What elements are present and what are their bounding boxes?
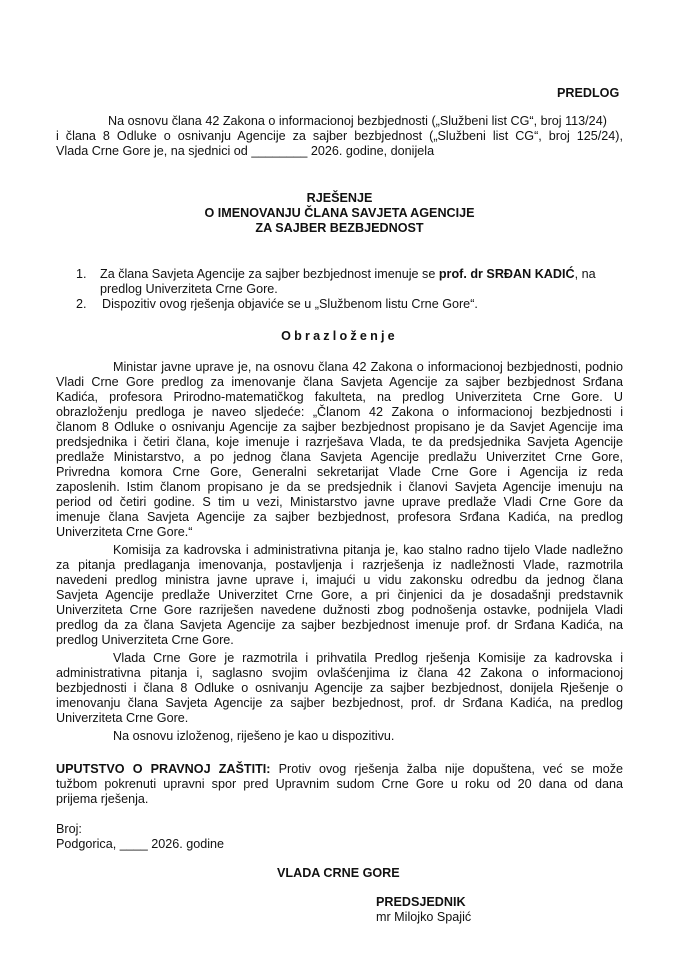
reasoning-line: Na osnovu izloženog, riješeno je kao u dispozitivu. xyxy=(113,729,395,743)
reasoning-line: predlaže Ministarstvo, a po jednog člana Savjeta Agencije predlažu Univerzitet Crne Gore, xyxy=(56,450,623,464)
legal-instruction-line: tužbom pokrenuti upravni spor pred Upravnim sudom Crne Gore u roku od 20 dana od dana xyxy=(56,777,623,791)
legal-instruction-line: prijema rješenja. xyxy=(56,792,149,806)
legal-instruction-line xyxy=(56,762,623,777)
reasoning-line: Univerziteta Crne Gore.“ xyxy=(56,525,193,539)
reasoning-heading: Obrazloženje xyxy=(281,329,398,343)
reasoning-line: Ministar javne uprave je, na osnovu člana 42 Zakona o informacionoj bezbjednosti, podnio xyxy=(113,360,623,374)
preamble-line: Vlada Crne Gore je, na sjednici od ________ 2026. godine, donijela xyxy=(56,144,435,158)
reasoning-line: navedeni predlog ministra javne uprave i, imajući u vidu zakonsku odredbu da jednog člana xyxy=(56,573,623,587)
legal-instruction-label: UPUTSTVO O PRAVNOJ ZAŠTITI: xyxy=(56,762,271,776)
reference-number-label: Broj: xyxy=(56,822,82,836)
reasoning-line: Privredna komora Crne Gore, Generalni sekretarijat Vlade Crne Gore i Agencija iz reda xyxy=(56,465,623,479)
item-text: , na xyxy=(574,267,596,281)
government-name: VLADA CRNE GORE xyxy=(277,866,400,880)
item-text: Za člana Savjeta Agencije za sajber bezbjednost imenuje se xyxy=(100,267,439,281)
item-text: Dispozitiv ovog rješenja objaviće se u „Službenom listu Crne Gore“. xyxy=(102,297,478,311)
reasoning-line: Savjeta Agencije predlaže Univerzitet Crne Gore, a pri činjenici da je dosadašnji predstavnik xyxy=(56,588,623,602)
reasoning-line: imenovanju člana Savjeta Agencije za sajber bezbjednost, prof. dr Srđana Kadića, na predlog xyxy=(56,696,623,710)
reasoning-line: članom 8 Odluke o osnivanju Agencije za sajber bezbjednost propisano je da Savjet Agencije ima xyxy=(56,420,623,434)
reasoning-line: predsjednika i četiri člana, koje imenuje i razrješava Vlada, te da predsjednika Savjeta Agencije xyxy=(56,435,623,449)
reasoning-line: Kadića, profesora Prirodno-matematičkog fakulteta, na predlog Univerziteta Crne Gore. U xyxy=(56,390,623,404)
document-label: PREDLOG xyxy=(557,86,620,100)
document-title: ZA SAJBER BEZBJEDNOST xyxy=(255,221,424,235)
reasoning-line: obrazloženju predloga je naveo sljedeće: „Članom 42 Zakona o informacionoj bezbjednosti i xyxy=(56,405,623,419)
legal-instruction-text: Protiv ovog rješenja žalba nije dopuštena, već se može xyxy=(270,762,624,776)
item-number: 2. xyxy=(76,297,87,311)
reasoning-line: Univerziteta Crne Gore. xyxy=(56,711,189,725)
reasoning-line: Vladi Crne Gore predlog za imenovanje člana Savjeta Agencije za sajber bezbjednost Srđana xyxy=(56,375,623,389)
document-title: RJEŠENJE xyxy=(306,191,373,205)
document-title: O IMENOVANJU ČLANA SAVJETA AGENCIJE xyxy=(204,206,475,220)
signatory-name: mr Milojko Spajić xyxy=(376,910,472,924)
reasoning-line: period od četiri godine. S tim u vezi, Ministarstvo javne uprave predlaže Vladi Crne Gore da xyxy=(56,495,623,509)
reasoning-line: Komisija za kadrovska i administrativna pitanja je, kao stalno radno tijelo Vlade nadležno xyxy=(113,543,623,557)
reasoning-line: zaposlenih. Istim članom propisano je da se predsjednik i članovi Savjeta Agencije imenuju na xyxy=(56,480,623,494)
reasoning-line: imenuje člana Savjeta Agencije za sajber bezbjednost, profesora Srđana Kadića, na predlog xyxy=(56,510,623,524)
item-text: predlog Univerziteta Crne Gore. xyxy=(100,282,278,296)
reasoning-line: Univerziteta Crne Gore razriješen navedene dužnosti zbog podnošenja ostavke, podnijela Vladi xyxy=(56,603,623,617)
reasoning-line: za pitanja predlaganja imenovanja, postavljenja i razrješenja iz nadležnosti Vlade, razmotrila xyxy=(56,558,623,572)
reasoning-line: predlog da za člana Savjeta Agencije za sajber bezbjednost imenuje prof. dr Srđana Kadića, na xyxy=(56,618,623,632)
reasoning-line: administrativna pitanja i, saglasno svojim ovlašćenjima iz člana 42 Zakona o informacionoj xyxy=(56,666,623,680)
signatory-title: PREDSJEDNIK xyxy=(376,895,466,909)
place-date: Podgorica, ____ 2026. godine xyxy=(56,837,225,851)
reasoning-line: bezbjednosti i člana 8 Odluke o osnivanju Agencije za sajber bezbjednost, donijela Rješenje o xyxy=(56,681,623,695)
item-number: 1. xyxy=(76,267,87,281)
reasoning-line: Vlada Crne Gore je razmotrila i prihvatila Predlog rješenja Komisije za kadrovska i xyxy=(113,651,623,665)
preamble-line: Na osnovu člana 42 Zakona o informacionoj bezbjednosti („Službeni list CG“, broj 113/24) xyxy=(108,114,607,128)
list-item xyxy=(100,267,596,282)
appointee-name: prof. dr SRĐAN KADIĆ xyxy=(438,267,575,281)
reasoning-line: predlog Univerziteta Crne Gore. xyxy=(56,633,234,647)
preamble-line: i člana 8 Odluke o osnivanju Agencije za sajber bezbjednost („Službeni list CG“, broj 125/24), xyxy=(56,129,623,143)
